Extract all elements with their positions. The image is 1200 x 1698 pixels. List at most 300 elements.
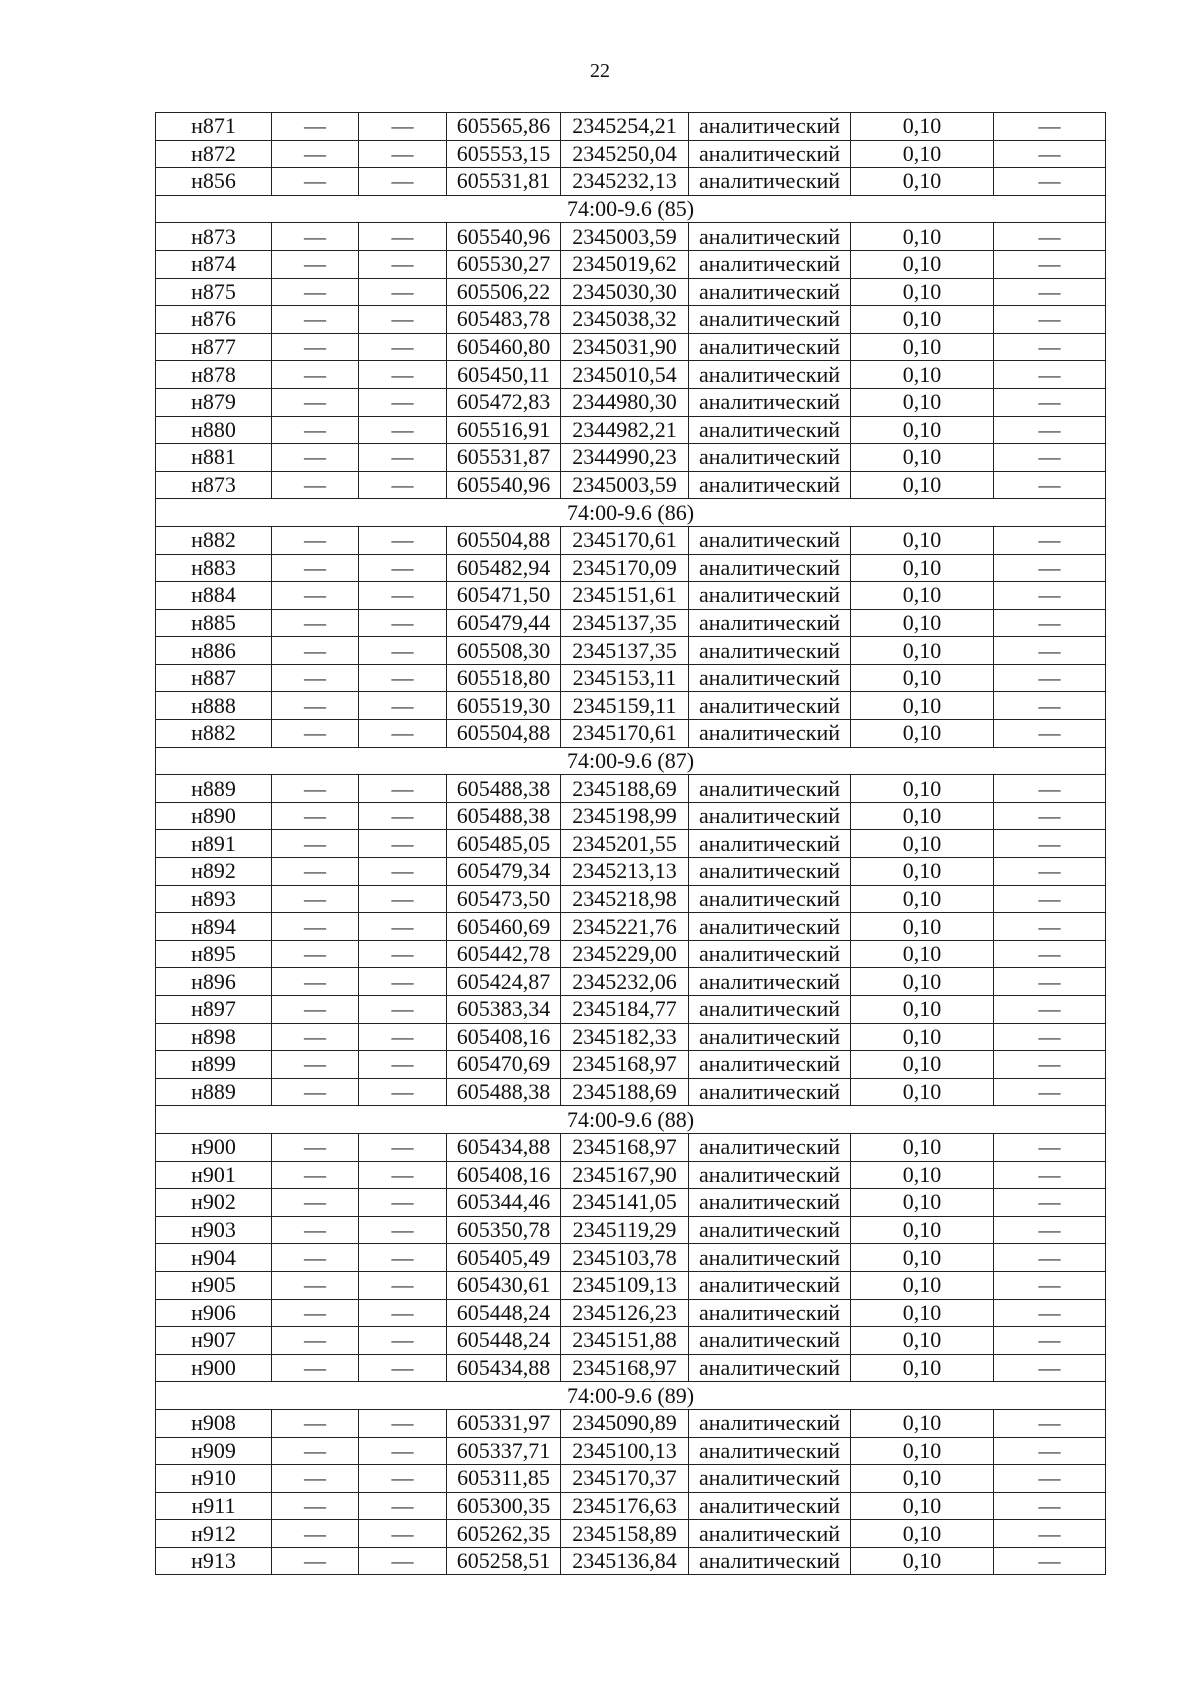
old-x-cell: —: [272, 223, 359, 251]
accuracy-cell: 0,10: [851, 388, 994, 416]
old-y-cell: —: [359, 388, 447, 416]
description-cell: —: [994, 913, 1106, 941]
y-coordinate-cell: 2345137,35: [561, 609, 689, 637]
old-y-cell: —: [359, 802, 447, 830]
table-row: [156, 996, 1106, 1024]
y-coordinate-cell: 2345221,76: [561, 913, 689, 941]
accuracy-cell: 0,10: [851, 1354, 994, 1382]
old-y-cell: —: [359, 913, 447, 941]
method-cell: аналитический: [689, 306, 851, 334]
point-id-cell: н910: [156, 1465, 272, 1493]
x-coordinate-cell: 605470,69: [447, 1051, 561, 1079]
description-cell: —: [994, 775, 1106, 803]
old-x-cell: —: [272, 554, 359, 582]
method-cell: аналитический: [689, 416, 851, 444]
accuracy-cell: 0,10: [851, 113, 994, 141]
x-coordinate-cell: 605405,49: [447, 1244, 561, 1272]
x-coordinate-cell: 605344,46: [447, 1189, 561, 1217]
x-coordinate-cell: 605479,34: [447, 858, 561, 886]
method-cell: аналитический: [689, 1492, 851, 1520]
accuracy-cell: 0,10: [851, 1133, 994, 1161]
old-x-cell: —: [272, 1133, 359, 1161]
point-id-cell: н888: [156, 692, 272, 720]
old-y-cell: —: [359, 333, 447, 361]
x-coordinate-cell: 605383,34: [447, 996, 561, 1024]
old-x-cell: —: [272, 250, 359, 278]
accuracy-cell: 0,10: [851, 968, 994, 996]
accuracy-cell: 0,10: [851, 664, 994, 692]
point-id-cell: н872: [156, 140, 272, 168]
x-coordinate-cell: 605337,71: [447, 1437, 561, 1465]
x-coordinate-cell: 605408,16: [447, 1161, 561, 1189]
description-cell: —: [994, 582, 1106, 610]
old-x-cell: —: [272, 996, 359, 1024]
description-cell: —: [994, 885, 1106, 913]
table-row: [156, 388, 1106, 416]
description-cell: —: [994, 526, 1106, 554]
table-row: [156, 471, 1106, 499]
old-x-cell: —: [272, 444, 359, 472]
description-cell: —: [994, 940, 1106, 968]
description-cell: —: [994, 1023, 1106, 1051]
x-coordinate-cell: 605506,22: [447, 278, 561, 306]
y-coordinate-cell: 2345170,61: [561, 720, 689, 748]
x-coordinate-cell: 605448,24: [447, 1327, 561, 1355]
point-id-cell: н890: [156, 802, 272, 830]
point-id-cell: н896: [156, 968, 272, 996]
y-coordinate-cell: 2345176,63: [561, 1492, 689, 1520]
description-cell: —: [994, 223, 1106, 251]
accuracy-cell: 0,10: [851, 582, 994, 610]
method-cell: аналитический: [689, 830, 851, 858]
old-y-cell: —: [359, 526, 447, 554]
y-coordinate-cell: 2345151,88: [561, 1327, 689, 1355]
section-header-row: [156, 195, 1106, 223]
description-cell: —: [994, 416, 1106, 444]
y-coordinate-cell: 2345137,35: [561, 637, 689, 665]
method-cell: аналитический: [689, 168, 851, 196]
old-y-cell: —: [359, 664, 447, 692]
point-id-cell: н895: [156, 940, 272, 968]
point-id-cell: н906: [156, 1299, 272, 1327]
method-cell: аналитический: [689, 333, 851, 361]
description-cell: —: [994, 444, 1106, 472]
y-coordinate-cell: 2345170,09: [561, 554, 689, 582]
y-coordinate-cell: 2345103,78: [561, 1244, 689, 1272]
old-x-cell: —: [272, 802, 359, 830]
old-x-cell: —: [272, 1465, 359, 1493]
point-id-cell: н901: [156, 1161, 272, 1189]
point-id-cell: н889: [156, 1078, 272, 1106]
old-x-cell: —: [272, 1051, 359, 1079]
point-id-cell: н900: [156, 1133, 272, 1161]
section-title: 74:00-9.6 (89): [156, 1382, 1106, 1410]
old-y-cell: —: [359, 885, 447, 913]
old-y-cell: —: [359, 168, 447, 196]
point-id-cell: н856: [156, 168, 272, 196]
description-cell: —: [994, 1354, 1106, 1382]
old-x-cell: —: [272, 416, 359, 444]
description-cell: —: [994, 333, 1106, 361]
old-y-cell: —: [359, 1547, 447, 1575]
accuracy-cell: 0,10: [851, 1051, 994, 1079]
old-x-cell: —: [272, 168, 359, 196]
accuracy-cell: 0,10: [851, 940, 994, 968]
accuracy-cell: 0,10: [851, 471, 994, 499]
x-coordinate-cell: 605262,35: [447, 1520, 561, 1548]
old-y-cell: —: [359, 1520, 447, 1548]
method-cell: аналитический: [689, 1161, 851, 1189]
accuracy-cell: 0,10: [851, 1078, 994, 1106]
point-id-cell: н882: [156, 526, 272, 554]
description-cell: —: [994, 1409, 1106, 1437]
accuracy-cell: 0,10: [851, 278, 994, 306]
old-y-cell: —: [359, 113, 447, 141]
description-cell: —: [994, 1520, 1106, 1548]
old-y-cell: —: [359, 1244, 447, 1272]
accuracy-cell: 0,10: [851, 775, 994, 803]
table-row: [156, 140, 1106, 168]
accuracy-cell: 0,10: [851, 913, 994, 941]
y-coordinate-cell: 2345158,89: [561, 1520, 689, 1548]
method-cell: аналитический: [689, 113, 851, 141]
old-y-cell: —: [359, 1216, 447, 1244]
old-y-cell: —: [359, 140, 447, 168]
description-cell: —: [994, 1271, 1106, 1299]
description-cell: —: [994, 388, 1106, 416]
old-y-cell: —: [359, 858, 447, 886]
y-coordinate-cell: 2345136,84: [561, 1547, 689, 1575]
x-coordinate-cell: 605531,81: [447, 168, 561, 196]
x-coordinate-cell: 605508,30: [447, 637, 561, 665]
old-x-cell: —: [272, 858, 359, 886]
section-title: 74:00-9.6 (87): [156, 747, 1106, 775]
accuracy-cell: 0,10: [851, 637, 994, 665]
old-x-cell: —: [272, 113, 359, 141]
table-row: [156, 1492, 1106, 1520]
table-row: [156, 802, 1106, 830]
old-x-cell: —: [272, 1078, 359, 1106]
table-row: [156, 223, 1106, 251]
old-y-cell: —: [359, 1465, 447, 1493]
old-y-cell: —: [359, 1409, 447, 1437]
old-x-cell: —: [272, 1216, 359, 1244]
old-x-cell: —: [272, 278, 359, 306]
point-id-cell: н898: [156, 1023, 272, 1051]
description-cell: —: [994, 554, 1106, 582]
method-cell: аналитический: [689, 444, 851, 472]
x-coordinate-cell: 605488,38: [447, 802, 561, 830]
method-cell: аналитический: [689, 940, 851, 968]
accuracy-cell: 0,10: [851, 1161, 994, 1189]
x-coordinate-cell: 605450,11: [447, 361, 561, 389]
old-y-cell: —: [359, 1354, 447, 1382]
y-coordinate-cell: 2345003,59: [561, 471, 689, 499]
point-id-cell: н897: [156, 996, 272, 1024]
table-row: [156, 1078, 1106, 1106]
description-cell: —: [994, 168, 1106, 196]
method-cell: аналитический: [689, 1299, 851, 1327]
y-coordinate-cell: 2345167,90: [561, 1161, 689, 1189]
x-coordinate-cell: 605482,94: [447, 554, 561, 582]
accuracy-cell: 0,10: [851, 554, 994, 582]
x-coordinate-cell: 605531,87: [447, 444, 561, 472]
accuracy-cell: 0,10: [851, 140, 994, 168]
old-x-cell: —: [272, 637, 359, 665]
page-number: 22: [590, 60, 610, 82]
method-cell: аналитический: [689, 637, 851, 665]
y-coordinate-cell: 2345168,97: [561, 1133, 689, 1161]
old-y-cell: —: [359, 416, 447, 444]
old-y-cell: —: [359, 1133, 447, 1161]
x-coordinate-cell: 605473,50: [447, 885, 561, 913]
y-coordinate-cell: 2345090,89: [561, 1409, 689, 1437]
accuracy-cell: 0,10: [851, 1520, 994, 1548]
table-row: [156, 637, 1106, 665]
table-row: [156, 361, 1106, 389]
table-row: [156, 775, 1106, 803]
accuracy-cell: 0,10: [851, 830, 994, 858]
point-id-cell: н908: [156, 1409, 272, 1437]
table-row: [156, 306, 1106, 334]
x-coordinate-cell: 605504,88: [447, 720, 561, 748]
y-coordinate-cell: 2345232,06: [561, 968, 689, 996]
old-x-cell: —: [272, 609, 359, 637]
y-coordinate-cell: 2345198,99: [561, 802, 689, 830]
x-coordinate-cell: 605485,05: [447, 830, 561, 858]
old-y-cell: —: [359, 830, 447, 858]
y-coordinate-cell: 2345201,55: [561, 830, 689, 858]
old-y-cell: —: [359, 720, 447, 748]
description-cell: —: [994, 692, 1106, 720]
old-x-cell: —: [272, 306, 359, 334]
point-id-cell: н905: [156, 1271, 272, 1299]
method-cell: аналитический: [689, 664, 851, 692]
method-cell: аналитический: [689, 361, 851, 389]
method-cell: аналитический: [689, 1189, 851, 1217]
description-cell: —: [994, 361, 1106, 389]
accuracy-cell: 0,10: [851, 885, 994, 913]
point-id-cell: н892: [156, 858, 272, 886]
point-id-cell: н903: [156, 1216, 272, 1244]
point-id-cell: н885: [156, 609, 272, 637]
y-coordinate-cell: 2345153,11: [561, 664, 689, 692]
method-cell: аналитический: [689, 1409, 851, 1437]
y-coordinate-cell: 2345168,97: [561, 1354, 689, 1382]
point-id-cell: н912: [156, 1520, 272, 1548]
table-row: [156, 858, 1106, 886]
x-coordinate-cell: 605460,80: [447, 333, 561, 361]
description-cell: —: [994, 306, 1106, 334]
point-id-cell: н879: [156, 388, 272, 416]
accuracy-cell: 0,10: [851, 1547, 994, 1575]
table-row: [156, 609, 1106, 637]
x-coordinate-cell: 605331,97: [447, 1409, 561, 1437]
x-coordinate-cell: 605540,96: [447, 471, 561, 499]
description-cell: —: [994, 802, 1106, 830]
y-coordinate-cell: 2345100,13: [561, 1437, 689, 1465]
accuracy-cell: 0,10: [851, 1409, 994, 1437]
x-coordinate-cell: 605424,87: [447, 968, 561, 996]
method-cell: аналитический: [689, 1216, 851, 1244]
point-id-cell: н876: [156, 306, 272, 334]
x-coordinate-cell: 605471,50: [447, 582, 561, 610]
old-y-cell: —: [359, 554, 447, 582]
method-cell: аналитический: [689, 1354, 851, 1382]
old-y-cell: —: [359, 1051, 447, 1079]
accuracy-cell: 0,10: [851, 996, 994, 1024]
point-id-cell: н909: [156, 1437, 272, 1465]
section-title: 74:00-9.6 (86): [156, 499, 1106, 527]
description-cell: —: [994, 1492, 1106, 1520]
old-x-cell: —: [272, 1409, 359, 1437]
description-cell: —: [994, 250, 1106, 278]
old-x-cell: —: [272, 1271, 359, 1299]
old-y-cell: —: [359, 1327, 447, 1355]
y-coordinate-cell: 2345119,29: [561, 1216, 689, 1244]
accuracy-cell: 0,10: [851, 168, 994, 196]
method-cell: аналитический: [689, 996, 851, 1024]
x-coordinate-cell: 605488,38: [447, 775, 561, 803]
point-id-cell: н886: [156, 637, 272, 665]
description-cell: —: [994, 1216, 1106, 1244]
x-coordinate-cell: 605483,78: [447, 306, 561, 334]
old-x-cell: —: [272, 968, 359, 996]
table-row: [156, 1327, 1106, 1355]
y-coordinate-cell: 2345038,32: [561, 306, 689, 334]
table-row: [156, 333, 1106, 361]
description-cell: —: [994, 278, 1106, 306]
point-id-cell: н883: [156, 554, 272, 582]
method-cell: аналитический: [689, 858, 851, 886]
method-cell: аналитический: [689, 554, 851, 582]
method-cell: аналитический: [689, 1547, 851, 1575]
description-cell: —: [994, 609, 1106, 637]
table-row: [156, 692, 1106, 720]
method-cell: аналитический: [689, 471, 851, 499]
table-row: [156, 1161, 1106, 1189]
y-coordinate-cell: 2345213,13: [561, 858, 689, 886]
y-coordinate-cell: 2345151,61: [561, 582, 689, 610]
description-cell: —: [994, 1189, 1106, 1217]
method-cell: аналитический: [689, 913, 851, 941]
method-cell: аналитический: [689, 1271, 851, 1299]
table-row: [156, 1409, 1106, 1437]
table-row: [156, 720, 1106, 748]
description-cell: —: [994, 1051, 1106, 1079]
y-coordinate-cell: 2345254,21: [561, 113, 689, 141]
table-row: [156, 1437, 1106, 1465]
point-id-cell: н911: [156, 1492, 272, 1520]
description-cell: —: [994, 858, 1106, 886]
old-x-cell: —: [272, 940, 359, 968]
point-id-cell: н878: [156, 361, 272, 389]
old-y-cell: —: [359, 444, 447, 472]
x-coordinate-cell: 605504,88: [447, 526, 561, 554]
table-row: [156, 968, 1106, 996]
point-id-cell: н874: [156, 250, 272, 278]
method-cell: аналитический: [689, 1051, 851, 1079]
y-coordinate-cell: 2345159,11: [561, 692, 689, 720]
old-y-cell: —: [359, 1189, 447, 1217]
x-coordinate-cell: 605488,38: [447, 1078, 561, 1106]
point-id-cell: н871: [156, 113, 272, 141]
y-coordinate-cell: 2344982,21: [561, 416, 689, 444]
y-coordinate-cell: 2345030,30: [561, 278, 689, 306]
x-coordinate-cell: 605311,85: [447, 1465, 561, 1493]
accuracy-cell: 0,10: [851, 720, 994, 748]
accuracy-cell: 0,10: [851, 444, 994, 472]
y-coordinate-cell: 2345250,04: [561, 140, 689, 168]
y-coordinate-cell: 2345188,69: [561, 775, 689, 803]
accuracy-cell: 0,10: [851, 858, 994, 886]
section-header-row: [156, 499, 1106, 527]
method-cell: аналитический: [689, 1133, 851, 1161]
description-cell: —: [994, 830, 1106, 858]
point-id-cell: н891: [156, 830, 272, 858]
description-cell: —: [994, 471, 1106, 499]
description-cell: —: [994, 720, 1106, 748]
method-cell: аналитический: [689, 1078, 851, 1106]
section-header-row: [156, 1106, 1106, 1134]
accuracy-cell: 0,10: [851, 1023, 994, 1051]
old-x-cell: —: [272, 1437, 359, 1465]
y-coordinate-cell: 2345188,69: [561, 1078, 689, 1106]
y-coordinate-cell: 2345019,62: [561, 250, 689, 278]
accuracy-cell: 0,10: [851, 1244, 994, 1272]
point-id-cell: н875: [156, 278, 272, 306]
description-cell: —: [994, 1299, 1106, 1327]
x-coordinate-cell: 605472,83: [447, 388, 561, 416]
table-row: [156, 940, 1106, 968]
old-x-cell: —: [272, 1299, 359, 1327]
y-coordinate-cell: 2345168,97: [561, 1051, 689, 1079]
old-y-cell: —: [359, 1492, 447, 1520]
coordinates-table: [155, 112, 1106, 1575]
table-row: [156, 250, 1106, 278]
accuracy-cell: 0,10: [851, 1437, 994, 1465]
description-cell: —: [994, 968, 1106, 996]
method-cell: аналитический: [689, 775, 851, 803]
y-coordinate-cell: 2345170,61: [561, 526, 689, 554]
description-cell: —: [994, 637, 1106, 665]
x-coordinate-cell: 605442,78: [447, 940, 561, 968]
table-row: [156, 1271, 1106, 1299]
table-row: [156, 113, 1106, 141]
point-id-cell: н873: [156, 471, 272, 499]
description-cell: —: [994, 1078, 1106, 1106]
table-row: [156, 1051, 1106, 1079]
old-x-cell: —: [272, 1244, 359, 1272]
old-y-cell: —: [359, 306, 447, 334]
y-coordinate-cell: 2345218,98: [561, 885, 689, 913]
table-row: [156, 885, 1106, 913]
old-y-cell: —: [359, 223, 447, 251]
y-coordinate-cell: 2345170,37: [561, 1465, 689, 1493]
x-coordinate-cell: 605350,78: [447, 1216, 561, 1244]
old-y-cell: —: [359, 1161, 447, 1189]
method-cell: аналитический: [689, 720, 851, 748]
description-cell: —: [994, 1161, 1106, 1189]
y-coordinate-cell: 2345229,00: [561, 940, 689, 968]
table-row: [156, 1244, 1106, 1272]
method-cell: аналитический: [689, 1520, 851, 1548]
table-row: [156, 1133, 1106, 1161]
old-y-cell: —: [359, 637, 447, 665]
point-id-cell: н913: [156, 1547, 272, 1575]
accuracy-cell: 0,10: [851, 1189, 994, 1217]
x-coordinate-cell: 605519,30: [447, 692, 561, 720]
